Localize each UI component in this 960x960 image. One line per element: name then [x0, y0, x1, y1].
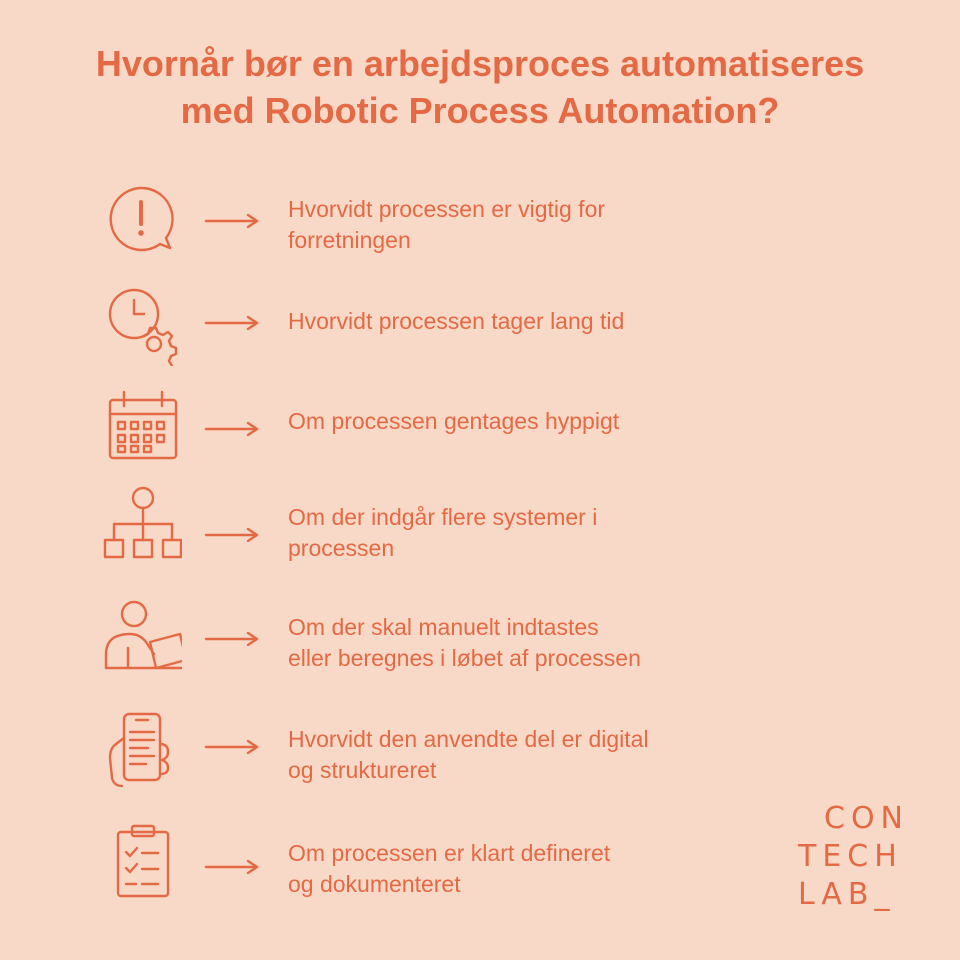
criteria-text: Hvorvidt den anvendte del er digital og struktureret [288, 726, 649, 783]
criteria-text: Om der skal manuelt indtastes eller beregnes i løbet af processen [288, 614, 641, 671]
arrow-icon [204, 422, 260, 436]
hierarchy-diagram-icon [100, 486, 182, 568]
hand-holding-phone-icon [100, 708, 182, 790]
arrow-icon [204, 214, 260, 228]
title-line-1: Hvornår bør en arbejdsproces automatiseres [95, 43, 865, 84]
criteria-text: Om processen gentages hyppigt [288, 408, 620, 434]
logo-line-1: CON [824, 801, 910, 836]
title-line-2: med Robotic Process Automation? [180, 90, 780, 131]
arrow-icon [204, 632, 260, 646]
contechlab-logo [798, 800, 928, 914]
page-title [0, 40, 960, 134]
arrow-icon [204, 528, 260, 542]
arrow-icon [204, 316, 260, 330]
calendar-icon [100, 388, 182, 470]
criteria-text: Om der indgår flere systemer i processen [288, 504, 598, 561]
criteria-text: Om processen er klart defineret og dokumenteret [288, 840, 611, 897]
arrow-icon [204, 860, 260, 874]
clipboard-checklist-icon [100, 822, 182, 904]
exclamation-speech-bubble-icon [100, 180, 182, 262]
criteria-text: Hvorvidt processen tager lang tid [288, 308, 625, 334]
arrow-icon [204, 740, 260, 754]
logo-line-2: TECH [798, 839, 903, 874]
criteria-text: Hvorvidt processen er vigtig for forretningen [288, 196, 606, 253]
logo-line-3: LAB_ [798, 877, 896, 912]
person-at-laptop-icon [100, 598, 182, 680]
clock-gear-icon [100, 284, 182, 366]
